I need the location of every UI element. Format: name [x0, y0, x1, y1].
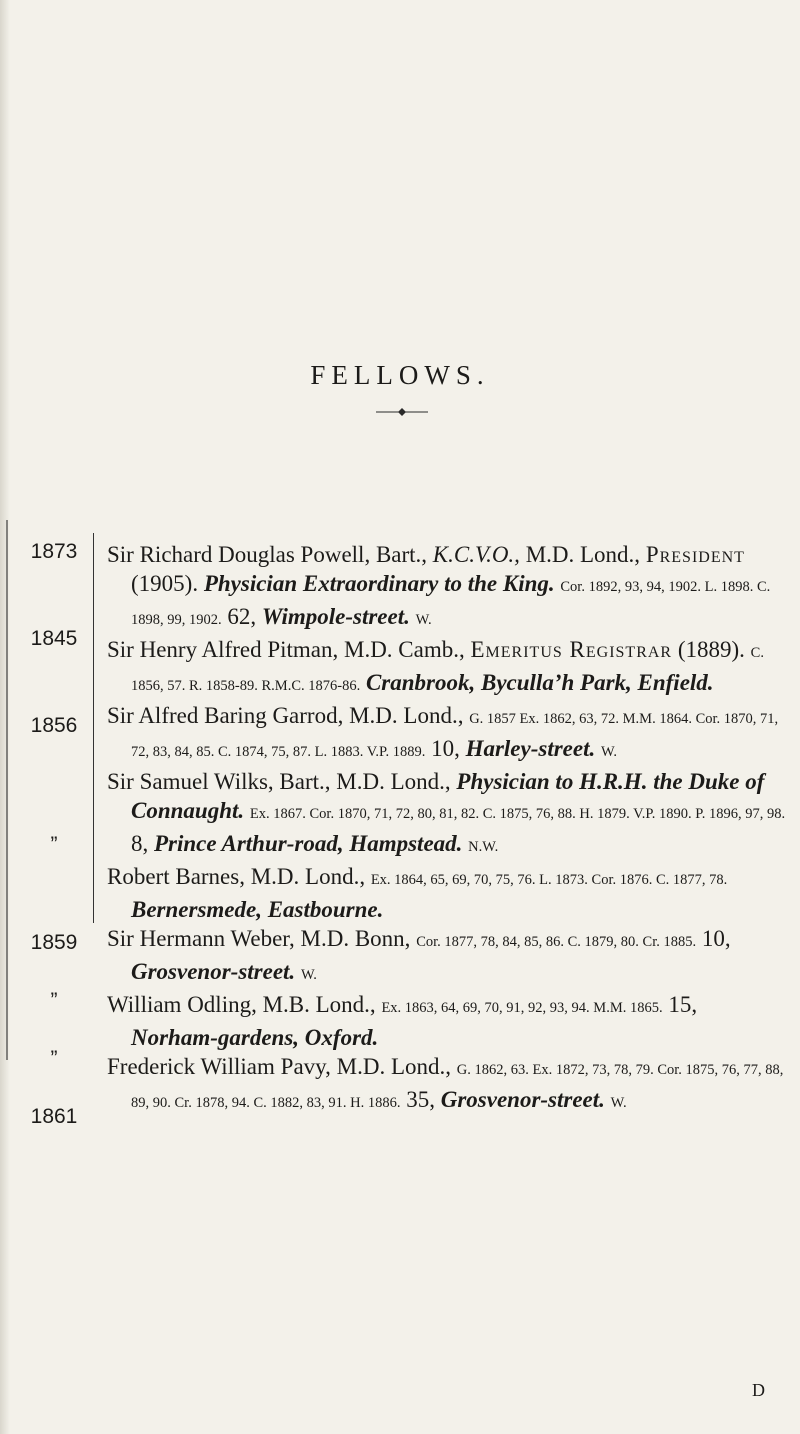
- service-record: Ex. 1867. Cor. 1870, 71, 72, 80, 81, 82. C. 1875, 76, 88. H. 1879. V.P. 1890. P. 1896, 97, 98.: [249, 806, 786, 822]
- office: President: [645, 542, 745, 567]
- fellow-name: Frederick William Pavy, M.D. Lond.,: [107, 1054, 452, 1079]
- signature-mark: D: [752, 1380, 765, 1400]
- service-record: Cor. 1877, 78, 84, 85, 86. C. 1879, 80. Cr. 1885.: [416, 934, 697, 950]
- ditto-mark: ”: [50, 833, 58, 856]
- address-number: 10,: [431, 736, 460, 761]
- year-label: 1856: [30, 714, 78, 737]
- address: Wimpole-street.: [261, 604, 410, 629]
- office-year: (1905).: [131, 571, 199, 596]
- fellow-entry: [107, 767, 787, 862]
- year-label: 1873: [30, 540, 78, 563]
- fellow-name: Robert Barnes, M.D. Lond.,: [107, 864, 366, 889]
- fellow-name: Sir Samuel Wilks, Bart., M.D. Lond.,: [107, 769, 451, 794]
- address-number: 62,: [227, 604, 257, 629]
- service-record: G. 1857 Ex. 1862, 63, 72. M.M. 1864. Cor. 1870, 71, 72, 83, 84, 85. C. 1874, 75, 87. L. 1883. V.P. 1889.: [131, 711, 779, 760]
- service-record: Cor. 1892, 93, 94, 1902. L. 1898. C. 1898, 99, 1902.: [131, 579, 771, 628]
- year-label: 1861: [30, 1105, 78, 1128]
- postal-district: W.: [600, 744, 617, 760]
- postal-district: W.: [610, 1095, 627, 1111]
- fellow-entry: [107, 540, 787, 635]
- fellows-list: [107, 540, 787, 1118]
- postal-district: N.W.: [468, 839, 499, 855]
- address-number: 10,: [701, 926, 731, 951]
- fellow-name: Sir Alfred Baring Garrod, M.D. Lond.,: [107, 703, 464, 728]
- page-heading: FELLOWS.: [310, 360, 490, 390]
- service-record: Ex. 1863, 64, 69, 70, 91, 92, 93, 94. M.M. 1865.: [381, 1000, 663, 1016]
- address: Grosvenor-street.: [440, 1087, 605, 1112]
- fellow-name: Sir Hermann Weber, M.D. Bonn,: [107, 926, 411, 951]
- address: Harley-street.: [465, 736, 596, 761]
- fellow-entry: [107, 635, 787, 701]
- binding-edge: [6, 520, 8, 1060]
- honours: K.C.V.O.,: [432, 542, 520, 567]
- fellow-entry: [107, 924, 787, 990]
- fellow-entry: [107, 990, 787, 1052]
- address-number: 15,: [668, 992, 698, 1017]
- year-label: 1845: [30, 627, 78, 650]
- appointment: Physician to H.R.H. the Duke of Connaught.: [131, 769, 765, 823]
- address: Grosvenor-street.: [131, 959, 296, 984]
- year-label: 1859: [30, 931, 78, 954]
- fellow-entry: [107, 862, 787, 924]
- column-rule: [93, 533, 94, 923]
- service-record: Ex. 1864, 65, 69, 70, 75, 76. L. 1873. Cor. 1876. C. 1877, 78.: [370, 872, 728, 888]
- ditto-mark: ”: [50, 1047, 58, 1070]
- fellow-entry: [107, 1052, 787, 1118]
- office-year: (1889).: [677, 637, 745, 662]
- ornamental-divider: [376, 407, 428, 417]
- address: Prince Arthur-road, Hampstead.: [154, 831, 463, 856]
- page-edge-shadow: [0, 0, 10, 1434]
- fellow-name: William Odling, M.B. Lond.,: [107, 992, 376, 1017]
- office: Emeritus Registrar: [470, 637, 673, 662]
- postal-district: W.: [300, 967, 317, 983]
- fellow-entry: [107, 701, 787, 767]
- address: Norham-gardens, Oxford.: [131, 1025, 379, 1050]
- address-number: 35,: [406, 1087, 435, 1112]
- service-record: C. 1856, 57. R. 1858-89. R.M.C. 1876-86.: [131, 645, 764, 694]
- service-record: G. 1862, 63. Ex. 1872, 73, 78, 79. Cor. 1875, 76, 77, 88, 89, 90. Cr. 1878, 94. C. 1882, 83, 91. H. 1886.: [131, 1062, 784, 1111]
- address-number: 8,: [131, 831, 149, 856]
- ditto-mark: ”: [50, 989, 58, 1012]
- postal-district: W.: [415, 612, 432, 628]
- fellow-name: Sir Richard Douglas Powell, Bart.,: [107, 542, 428, 567]
- fellow-name: Sir Henry Alfred Pitman, M.D. Camb.,: [107, 637, 465, 662]
- address: Bernersmede, Eastbourne.: [131, 897, 384, 922]
- degree: M.D. Lond.,: [525, 542, 641, 567]
- address: Cranbrook, Byculla’h Park, Enfield.: [365, 670, 714, 695]
- appointment: Physician Extraordinary to the King.: [203, 571, 555, 596]
